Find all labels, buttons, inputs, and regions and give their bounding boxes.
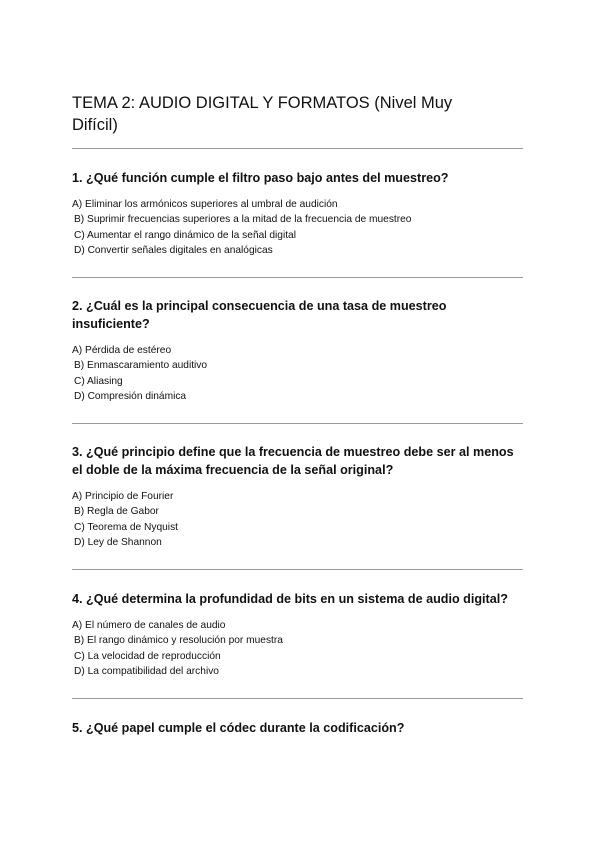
option-b: B) Regla de Gabor (74, 506, 159, 518)
option-b: B) El rango dinámico y resolución por muestra (74, 635, 283, 647)
option-d: D) La compatibilidad del archivo (74, 666, 219, 678)
page-title: TEMA 2: AUDIO DIGITAL Y FORMATOS (Nivel Muy Difícil) (72, 94, 453, 134)
divider (72, 277, 523, 278)
divider (72, 148, 523, 149)
question-text: 4. ¿Qué determina la profundidad de bits en un sistema de audio digital? (72, 592, 508, 606)
option-a: A) Eliminar los armónicos superiores al umbral de audición (72, 199, 338, 210)
option-d: D) Compresión dinámica (74, 391, 187, 403)
divider (72, 423, 523, 424)
option-list (72, 197, 524, 259)
option-list (72, 489, 524, 551)
divider (72, 569, 523, 570)
option-a: A) Pérdida de estéreo (72, 345, 172, 356)
option-c: C) La velocidad de reproducción (74, 650, 221, 662)
option-a: A) El número de canales de audio (72, 620, 226, 631)
question-text: 5. ¿Qué papel cumple el códec durante la codificación? (72, 721, 405, 735)
option-d: D) Convertir señales digitales en analógicas (74, 245, 273, 257)
question-text: 3. ¿Qué principio define que la frecuencia de muestreo debe ser al menos el doble de la máxima frecuencia de la señal original? (72, 445, 514, 477)
option-c: C) Aumentar el rango dinámico de la señal digital (74, 229, 296, 241)
option-a: A) Principio de Fourier (72, 491, 174, 502)
question-1 (72, 169, 524, 259)
option-b: B) Suprimir frecuencias superiores a la mitad de la frecuencia de muestreo (74, 214, 412, 226)
option-c: C) Teorema de Nyquist (74, 521, 178, 533)
question-4 (72, 590, 524, 680)
question-2 (72, 297, 524, 405)
option-list (72, 343, 524, 405)
option-list (72, 618, 524, 680)
option-b: B) Enmascaramiento auditivo (74, 360, 208, 372)
question-5 (72, 719, 524, 737)
question-3 (72, 443, 524, 551)
divider (72, 698, 523, 699)
question-text: 1. ¿Qué función cumple el filtro paso bajo antes del muestreo? (72, 171, 449, 185)
question-text: 2. ¿Cuál es la principal consecuencia de una tasa de muestreo insuficiente? (72, 299, 447, 331)
option-c: C) Aliasing (74, 375, 123, 387)
option-d: D) Ley de Shannon (74, 537, 162, 549)
